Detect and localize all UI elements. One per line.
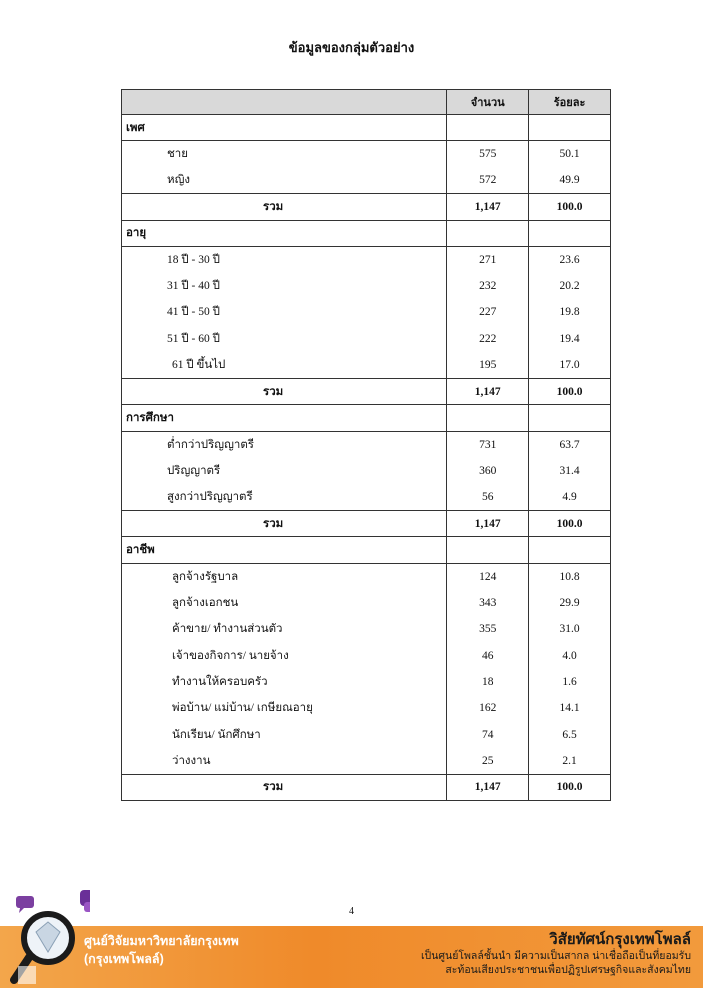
- total-percent: 100.0: [529, 378, 611, 404]
- row-percent: 19.8: [529, 299, 611, 325]
- footer-brand: วิสัยทัศน์กรุงเทพโพลล์: [549, 931, 691, 948]
- row-count: 731: [447, 431, 529, 457]
- table-row: [122, 563, 611, 589]
- table-row: [122, 141, 611, 167]
- table-row: [122, 748, 611, 774]
- row-percent: 49.9: [529, 167, 611, 193]
- row-count: 222: [447, 326, 529, 352]
- total-percent: 100.0: [529, 774, 611, 800]
- group-label: อายุ: [122, 220, 447, 246]
- row-count: 360: [447, 458, 529, 484]
- table-row: [122, 299, 611, 325]
- row-label: ทำงานให้ครอบครัว: [122, 669, 447, 695]
- group-percent-cell: [529, 537, 611, 563]
- row-percent: 1.6: [529, 669, 611, 695]
- table-header-row: [122, 90, 611, 115]
- row-count: 343: [447, 590, 529, 616]
- footer-org-subname: (กรุงเทพโพลล์): [84, 952, 164, 966]
- row-label: 18 ปี - 30 ปี: [122, 246, 447, 272]
- row-count: 18: [447, 669, 529, 695]
- group-row: [122, 537, 611, 563]
- row-label: ว่างงาน: [122, 748, 447, 774]
- group-row: [122, 220, 611, 246]
- group-label: การศึกษา: [122, 405, 447, 431]
- table-row: [122, 458, 611, 484]
- table-row: [122, 246, 611, 272]
- table-row: [122, 721, 611, 747]
- total-percent: 100.0: [529, 194, 611, 220]
- table-row: [122, 484, 611, 510]
- table-row: [122, 669, 611, 695]
- table-row: [122, 590, 611, 616]
- row-label: เจ้าของกิจการ/ นายจ้าง: [122, 642, 447, 668]
- document-title: ข้อมูลของกลุ่มตัวอย่าง: [288, 40, 415, 55]
- row-label: ลูกจ้างรัฐบาล: [122, 563, 447, 589]
- row-count: 575: [447, 141, 529, 167]
- group-row: [122, 115, 611, 141]
- row-percent: 19.4: [529, 326, 611, 352]
- row-label: ปริญญาตรี: [122, 458, 447, 484]
- group-label: เพศ: [122, 115, 447, 141]
- group-count-cell: [447, 537, 529, 563]
- footer-org-name: ศูนย์วิจัยมหาวิทยาลัยกรุงเทพ: [84, 934, 239, 948]
- row-count: 74: [447, 721, 529, 747]
- row-label: นักเรียน/ นักศึกษา: [122, 721, 447, 747]
- footer-organization: [84, 932, 239, 968]
- table-row: [122, 352, 611, 378]
- footer-tagline-1: เป็นศูนย์โพลล์ชั้นนำ มีความเป็นสากล น่าเชื่อถือเป็นที่ยอมรับ: [420, 950, 691, 962]
- row-percent: 31.0: [529, 616, 611, 642]
- row-percent: 23.6: [529, 246, 611, 272]
- row-count: 162: [447, 695, 529, 721]
- row-percent: 20.2: [529, 273, 611, 299]
- row-count: 572: [447, 167, 529, 193]
- table-row: [122, 326, 611, 352]
- table-row: [122, 695, 611, 721]
- table-row: [122, 273, 611, 299]
- total-label: รวม: [122, 510, 447, 536]
- row-percent: 4.0: [529, 642, 611, 668]
- total-row: [122, 774, 611, 800]
- sample-demographics-table: [121, 89, 611, 801]
- row-count: 195: [447, 352, 529, 378]
- row-count: 124: [447, 563, 529, 589]
- row-percent: 17.0: [529, 352, 611, 378]
- row-percent: 2.1: [529, 748, 611, 774]
- group-percent-cell: [529, 220, 611, 246]
- row-percent: 14.1: [529, 695, 611, 721]
- total-count: 1,147: [447, 774, 529, 800]
- page-number: 4: [349, 906, 354, 917]
- total-count: 1,147: [447, 378, 529, 404]
- total-row: [122, 378, 611, 404]
- magnifier-logo-icon: [10, 886, 90, 988]
- group-percent-cell: [529, 115, 611, 141]
- group-row: [122, 405, 611, 431]
- row-percent: 31.4: [529, 458, 611, 484]
- total-label: รวม: [122, 194, 447, 220]
- table-row: [122, 431, 611, 457]
- total-percent: 100.0: [529, 510, 611, 536]
- table-row: [122, 167, 611, 193]
- row-label: ชาย: [122, 141, 447, 167]
- footer-vision: [421, 930, 691, 977]
- row-count: 232: [447, 273, 529, 299]
- row-label: พ่อบ้าน/ แม่บ้าน/ เกษียณอายุ: [122, 695, 447, 721]
- group-count-cell: [447, 405, 529, 431]
- total-label: รวม: [122, 378, 447, 404]
- row-percent: 63.7: [529, 431, 611, 457]
- row-count: 227: [447, 299, 529, 325]
- header-label-cell: [122, 90, 447, 115]
- row-label: 51 ปี - 60 ปี: [122, 326, 447, 352]
- row-count: 46: [447, 642, 529, 668]
- group-label: อาชีพ: [122, 537, 447, 563]
- group-count-cell: [447, 220, 529, 246]
- row-label: ต่ำกว่าปริญญาตรี: [122, 431, 447, 457]
- row-label: หญิง: [122, 167, 447, 193]
- header-count: จำนวน: [447, 90, 529, 115]
- row-count: 25: [447, 748, 529, 774]
- row-percent: 50.1: [529, 141, 611, 167]
- row-label: สูงกว่าปริญญาตรี: [122, 484, 447, 510]
- group-percent-cell: [529, 405, 611, 431]
- row-percent: 6.5: [529, 721, 611, 747]
- row-label: 41 ปี - 50 ปี: [122, 299, 447, 325]
- row-label: ลูกจ้างเอกชน: [122, 590, 447, 616]
- total-label: รวม: [122, 774, 447, 800]
- footer-tagline-2: สะท้อนเสียงประชาชนเพื่อปฏิรูปเศรษฐกิจและสังคมไทย: [445, 964, 691, 976]
- row-percent: 10.8: [529, 563, 611, 589]
- row-count: 355: [447, 616, 529, 642]
- header-percent: ร้อยละ: [529, 90, 611, 115]
- row-count: 56: [447, 484, 529, 510]
- total-row: [122, 510, 611, 536]
- total-count: 1,147: [447, 194, 529, 220]
- table-row: [122, 616, 611, 642]
- row-label: 31 ปี - 40 ปี: [122, 273, 447, 299]
- row-count: 271: [447, 246, 529, 272]
- total-count: 1,147: [447, 510, 529, 536]
- row-percent: 29.9: [529, 590, 611, 616]
- row-percent: 4.9: [529, 484, 611, 510]
- table-body: [122, 90, 611, 801]
- total-row: [122, 194, 611, 220]
- row-label: 61 ปี ขึ้นไป: [122, 352, 447, 378]
- group-count-cell: [447, 115, 529, 141]
- row-label: ค้าขาย/ ทำงานส่วนตัว: [122, 616, 447, 642]
- table-row: [122, 642, 611, 668]
